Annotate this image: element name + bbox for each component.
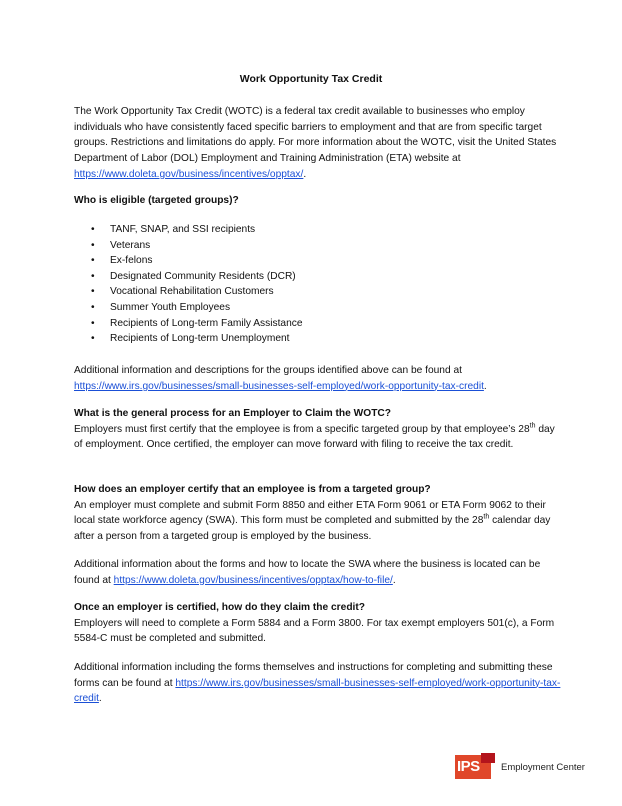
irs-forms-link[interactable]: https://www.irs.gov/businesses/small-businesses-self-employed/work-opportunity-tax-credit [74,677,561,705]
ordinal-suffix: th [483,514,490,522]
certify-section [74,482,564,545]
claim-section [74,600,564,647]
groups-info-after: . [483,380,487,392]
ips-logo-mark [455,753,495,781]
certify-heading: How does an employer certify that an employee is from a targeted group? [74,484,431,495]
intro-text: The Work Opportunity Tax Credit (WOTC) is a federal tax credit available to businesses who employ individuals who have consistently faced specific barriers to employment and that are from specific target groups. Restrictions and limitations do apply. For more information about the WOTC, visit the United States Department of Labor (DOL) Employment and Training Administration (ETA) website at [74,106,557,165]
intro-after: . [303,168,307,180]
list-item: • Designated Community Residents (DCR) [74,269,303,285]
ordinal-suffix: th [529,422,536,430]
groups-info-paragraph [74,363,564,394]
process-text-b: day of employment. Once certified, the employer can move forward with filing to receive the tax credit. [74,423,555,451]
page-title: Work Opportunity Tax Credit [239,73,383,85]
targeted-groups-list [74,222,303,347]
forms-info-after: . [392,574,396,586]
certify-text-b: calendar day after a person from a targeted group is employed by the business. [74,515,551,543]
claim-info-text: Additional information including the forms themselves and instructions for completing and submitting these forms can be found at [74,662,553,689]
certify-text-a: An employer must complete and submit Form 8850 and either ETA Form 9061 or ETA Form 9062 to their local state workforce agency (SWA). This form must be completed and submitted by the 28 [74,499,546,527]
claim-text: Employers will need to complete a Form 5884 and a Form 3800. For tax exempt employers 501(c), a Form 5584-C must be completed and submitted. [74,617,555,645]
list-item: • Veterans [74,238,303,254]
list-item: • Vocational Rehabilitation Customers [74,284,303,300]
process-heading: What is the general process for an Employer to Claim the WOTC? [74,408,391,419]
logo-tab [481,753,495,763]
list-item: • Summer Youth Employees [74,300,303,316]
claim-heading: Once an employer is certified, how do they claim the credit? [74,602,365,613]
logo-mark-text: IPS [457,758,480,775]
claim-info-after: . [98,693,102,705]
process-section [74,406,564,453]
intro-paragraph [74,104,564,183]
ips-logo [455,752,585,782]
forms-info-paragraph [74,557,564,588]
list-item: • TANF, SNAP, and SSI recipients [74,222,303,238]
doleta-link[interactable]: https://www.doleta.gov/business/incentives/opptax/ [74,168,304,180]
irs-wotc-link[interactable]: https://www.irs.gov/businesses/small-businesses-self-employed/work-opportunity-tax-credit [74,380,484,392]
doleta-how-to-file-link[interactable]: https://www.doleta.gov/business/incentives/opptax/how-to-file/ [113,574,393,586]
list-item: • Recipients of Long-term Family Assistance [74,316,303,332]
forms-info-text: Additional information about the forms and how to locate the SWA where the business is located can be found at [74,559,541,586]
groups-info-text: Additional information and descriptions for the groups identified above can be found at [74,365,462,376]
claim-info-paragraph [74,660,564,707]
logo-name: Employment Center [501,761,585,773]
list-item: • Recipients of Long-term Unemployment [74,331,303,347]
process-text-a: Employers must first certify that the employee is from a specific targeted group by that employee’s 28 [74,423,530,435]
list-item: • Ex-felons [74,253,303,269]
eligible-heading: Who is eligible (targeted groups)? [74,195,239,206]
